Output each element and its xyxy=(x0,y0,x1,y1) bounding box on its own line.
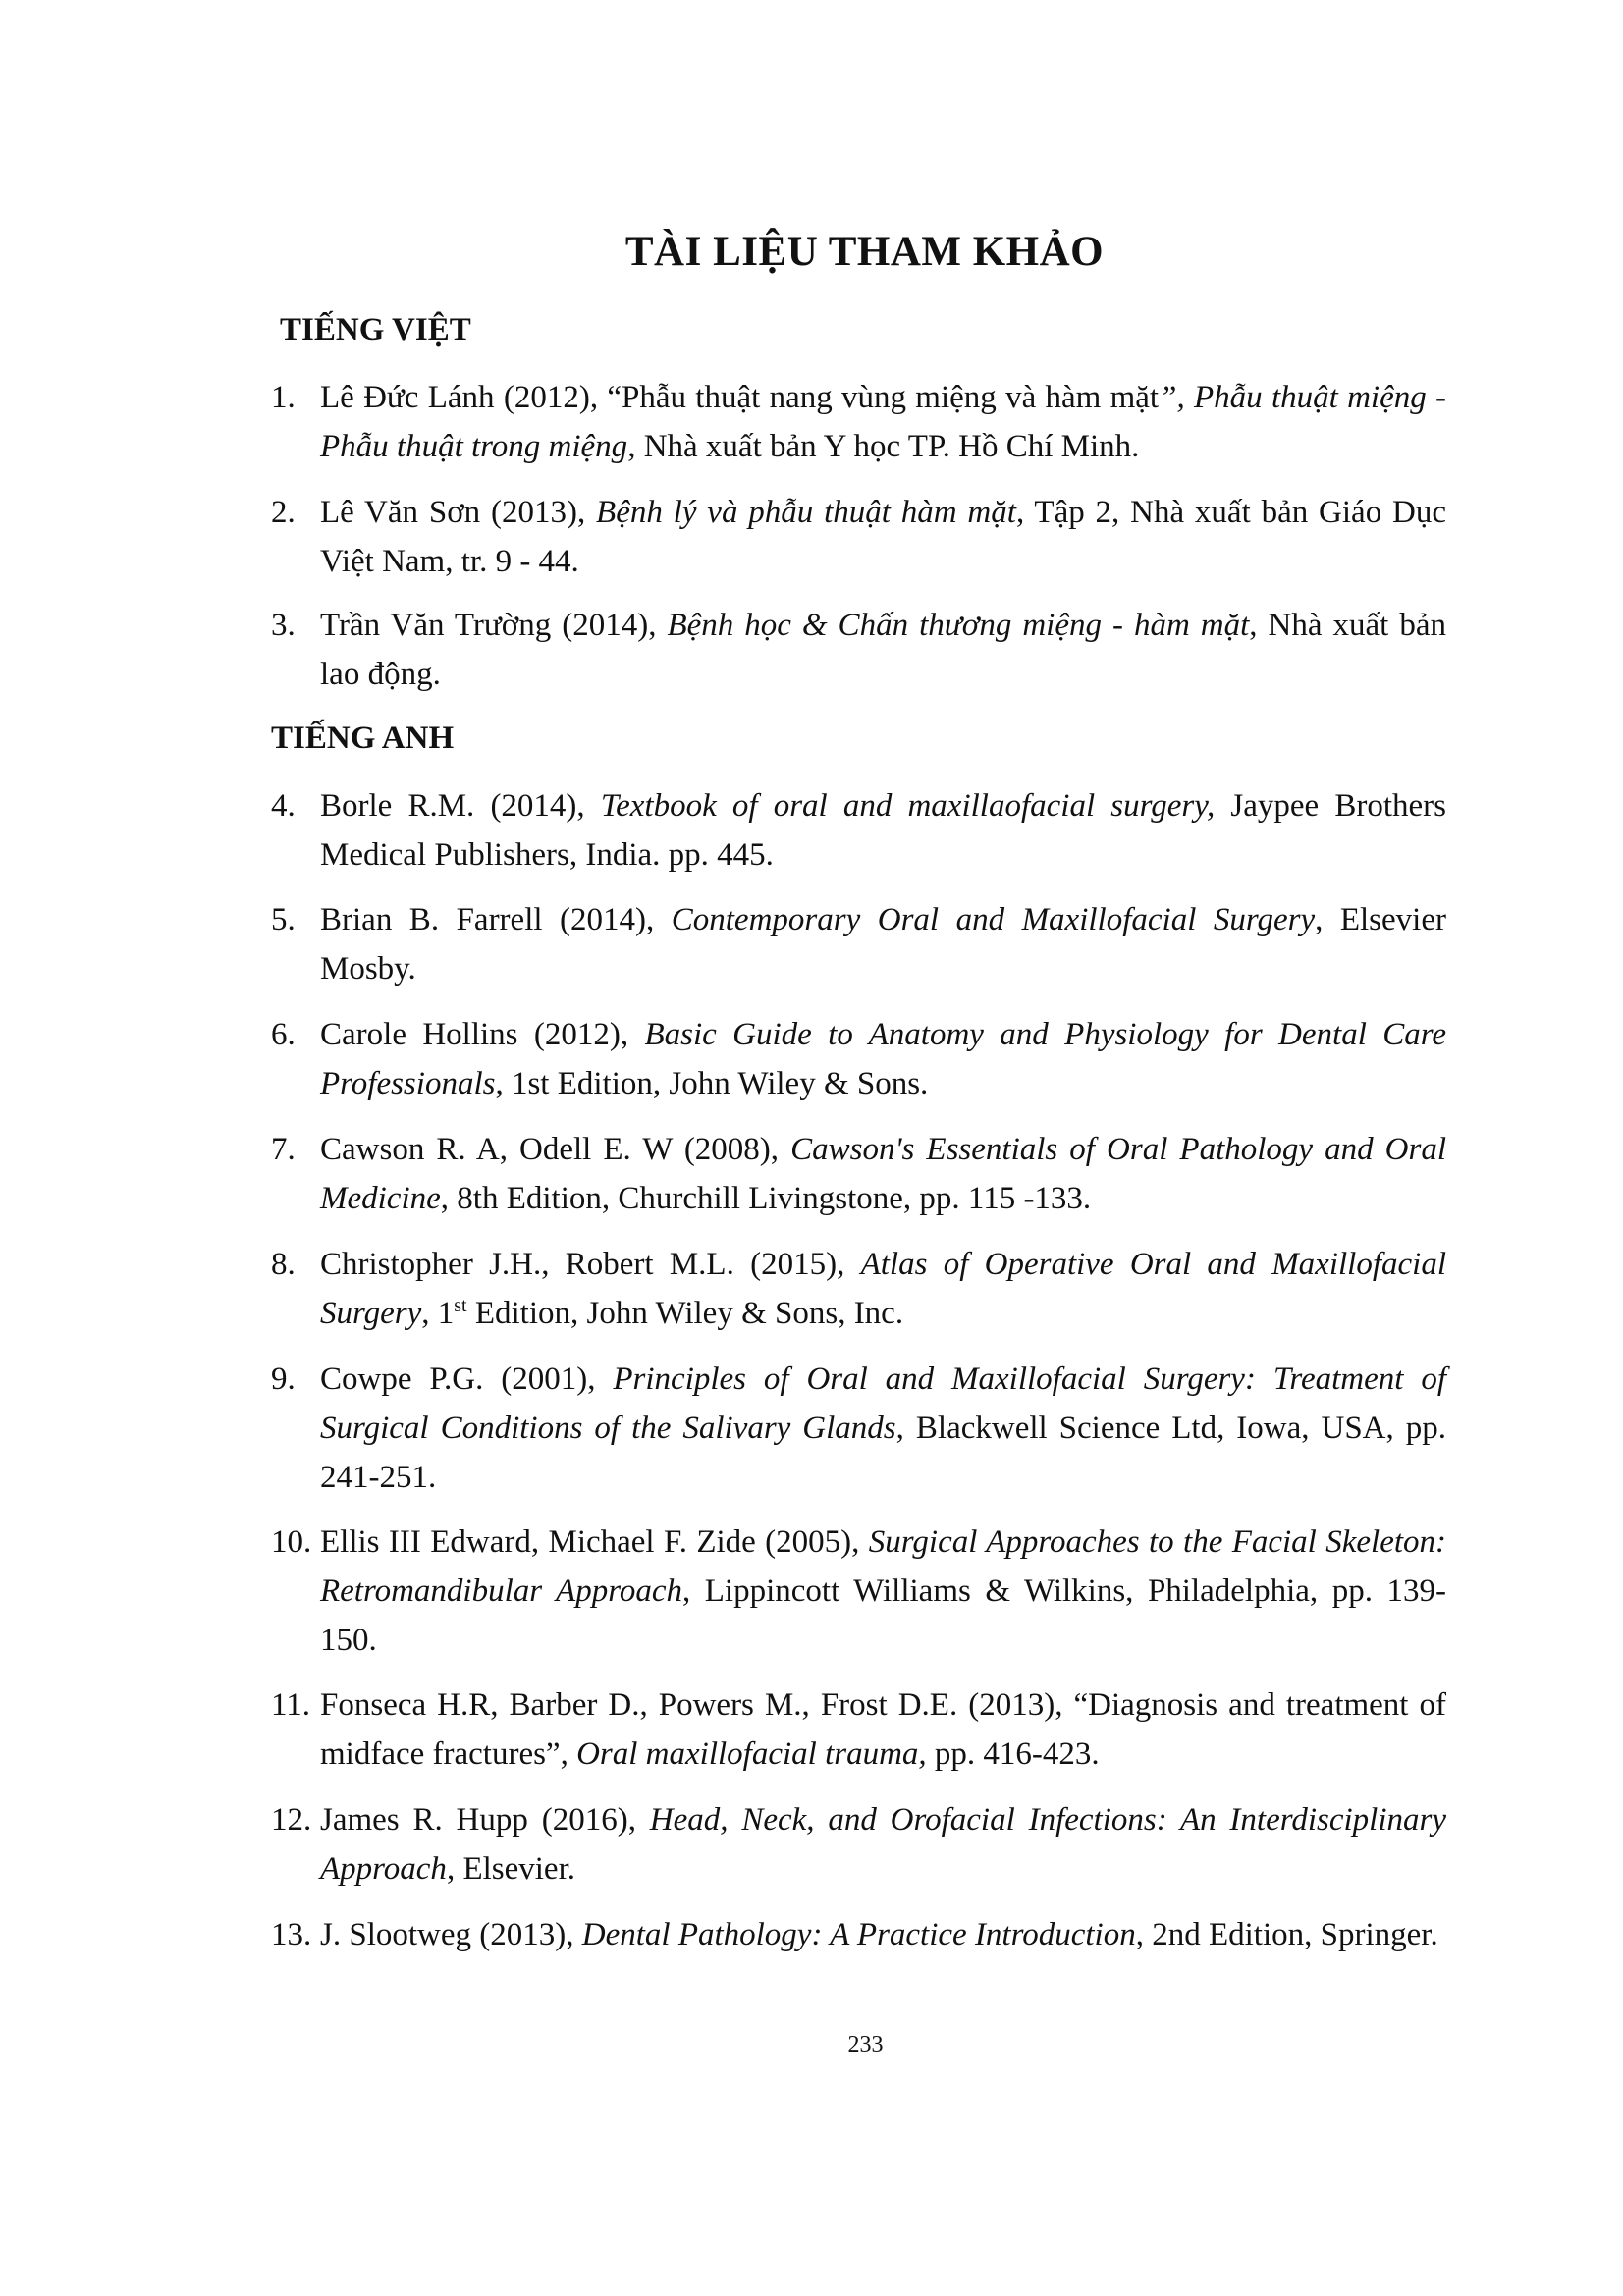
reference-segment: , 1st Edition, John Wiley & Sons. xyxy=(495,1066,929,1101)
reference-text xyxy=(320,1125,1446,1223)
reference-number: 4. xyxy=(271,788,296,824)
page-number: 233 xyxy=(847,2032,884,2057)
reference-item xyxy=(271,373,1446,471)
reference-text xyxy=(320,1681,1446,1779)
reference-number: 10. xyxy=(271,1524,312,1560)
reference-item xyxy=(271,1010,1446,1108)
page-title: TÀI LIỆU THAM KHẢO xyxy=(624,229,1105,275)
reference-segment: Fonseca H.R, Barber D., Powers M., Frost D.E. (2013), “Diagnosis and treatment of midface fractures”, xyxy=(320,1687,1446,1772)
reference-text xyxy=(320,1355,1446,1502)
reference-segment: , 1 xyxy=(421,1296,455,1331)
reference-title: Basic Guide to Anatomy and Physiology for Dental Care Professionals xyxy=(320,1017,1446,1101)
reference-segment: Lê Đức Lánh (2012), “Phẫu thuật nang vùng miệng và hàm mặt xyxy=(320,380,1160,415)
reference-item xyxy=(271,1795,1446,1894)
reference-text xyxy=(320,601,1446,699)
reference-title: Head, Neck, and Orofacial Infections: An Interdisciplinary Approach xyxy=(320,1802,1446,1887)
reference-item xyxy=(271,601,1446,699)
reference-title: Atlas of Operative Oral and Maxillofacial Surgery xyxy=(320,1247,1446,1331)
reference-text xyxy=(320,1010,1446,1108)
reference-number: 11. xyxy=(271,1687,311,1723)
reference-item xyxy=(271,1910,1446,1959)
reference-segment: , Nhà xuất bản lao động. xyxy=(320,608,1446,692)
reference-text xyxy=(320,1518,1446,1665)
reference-segment: Jaypee Brothers Medical Publishers, India. pp. 445. xyxy=(320,788,1446,873)
reference-number: 8. xyxy=(271,1247,296,1282)
reference-segment: , 2nd Edition, Springer. xyxy=(1135,1917,1438,1952)
reference-segment: J. Slootweg (2013), xyxy=(320,1917,582,1952)
reference-item xyxy=(271,1125,1446,1223)
reference-segment: Edition, John Wiley & Sons, Inc. xyxy=(466,1296,904,1331)
reference-text xyxy=(320,1240,1446,1338)
reference-title: Dental Pathology: A Practice Introduction xyxy=(581,1917,1136,1952)
reference-segment: James R. Hupp (2016), xyxy=(320,1802,650,1838)
reference-number: 12. xyxy=(271,1802,312,1838)
reference-title: Principles of Oral and Maxillofacial Surgery: Treatment of Surgical Conditions of the Salivary Glands xyxy=(320,1362,1446,1446)
reference-title: Bệnh học & Chấn thương miệng - hàm mặt xyxy=(667,608,1250,643)
reference-item xyxy=(271,488,1446,586)
reference-segment: Ellis III Edward, Michael F. Zide (2005), xyxy=(320,1524,869,1560)
reference-item xyxy=(271,1681,1446,1779)
reference-segment: , Nhà xuất bản Y học TP. Hồ Chí Minh. xyxy=(627,429,1140,464)
reference-title: Bệnh lý và phẫu thuật hàm mặt xyxy=(596,495,1016,530)
reference-item xyxy=(271,1518,1446,1665)
reference-number: 7. xyxy=(271,1132,296,1167)
reference-item xyxy=(271,895,1446,993)
reference-segment: Cawson R. A, Odell E. W (2008), xyxy=(320,1132,791,1167)
reference-segment: st xyxy=(454,1295,467,1316)
reference-item xyxy=(271,1240,1446,1338)
reference-title: Textbook of oral and maxillaofacial surgery, xyxy=(600,788,1216,824)
reference-item xyxy=(271,1355,1446,1502)
reference-segment: , Blackwell Science Ltd, Iowa, USA, pp. 241-251. xyxy=(320,1411,1446,1495)
reference-number: 9. xyxy=(271,1362,296,1397)
reference-title: Oral maxillofacial trauma, xyxy=(576,1736,927,1772)
reference-segment: , Elsevier Mosby. xyxy=(320,902,1446,987)
reference-segment: , Elsevier. xyxy=(446,1851,575,1887)
reference-number: 6. xyxy=(271,1017,296,1052)
reference-text xyxy=(320,895,1446,993)
reference-title: Cawson's Essentials of Oral Pathology and Oral Medicine xyxy=(320,1132,1446,1216)
reference-segment: Lê Văn Sơn (2013), xyxy=(320,495,597,530)
reference-number: 13. xyxy=(271,1917,312,1952)
reference-item xyxy=(271,781,1446,880)
reference-segment: , Lippincott Williams & Wilkins, Philadelphia, pp. 139-150. xyxy=(320,1574,1446,1658)
section-heading-vietnamese: TIẾNG VIỆT xyxy=(280,312,471,347)
section-heading-english: TIẾNG ANH xyxy=(271,721,455,756)
reference-number: 1. xyxy=(271,380,296,415)
reference-text xyxy=(320,1910,1446,1959)
reference-segment: , Tập 2, Nhà xuất bản Giáo Dục Việt Nam, tr. 9 - 44. xyxy=(320,495,1446,579)
reference-text xyxy=(320,488,1446,586)
reference-segment: Cowpe P.G. (2001), xyxy=(320,1362,614,1397)
reference-text xyxy=(320,1795,1446,1894)
reference-number: 5. xyxy=(271,902,296,937)
reference-segment: Christopher J.H., Robert M.L. (2015), xyxy=(320,1247,861,1282)
reference-segment: , 8th Edition, Churchill Livingstone, pp. 115 -133. xyxy=(440,1181,1092,1216)
reference-segment: pp. 416-423. xyxy=(926,1736,1100,1772)
reference-segment: Carole Hollins (2012), xyxy=(320,1017,645,1052)
reference-title: Contemporary Oral and Maxillofacial Surgery xyxy=(671,902,1316,937)
reference-segment: Borle R.M. (2014), xyxy=(320,788,601,824)
reference-text xyxy=(320,373,1446,471)
reference-title: Surgical Approaches to the Facial Skeleton: Retromandibular Approach xyxy=(320,1524,1447,1609)
reference-title: ”, Phẫu thuật miệng - Phẫu thuật trong miệng xyxy=(320,380,1447,464)
reference-number: 2. xyxy=(271,495,296,530)
reference-text xyxy=(320,781,1446,880)
reference-segment: Brian B. Farrell (2014), xyxy=(320,902,672,937)
reference-segment: Trần Văn Trường (2014), xyxy=(320,608,668,643)
reference-number: 3. xyxy=(271,608,296,643)
